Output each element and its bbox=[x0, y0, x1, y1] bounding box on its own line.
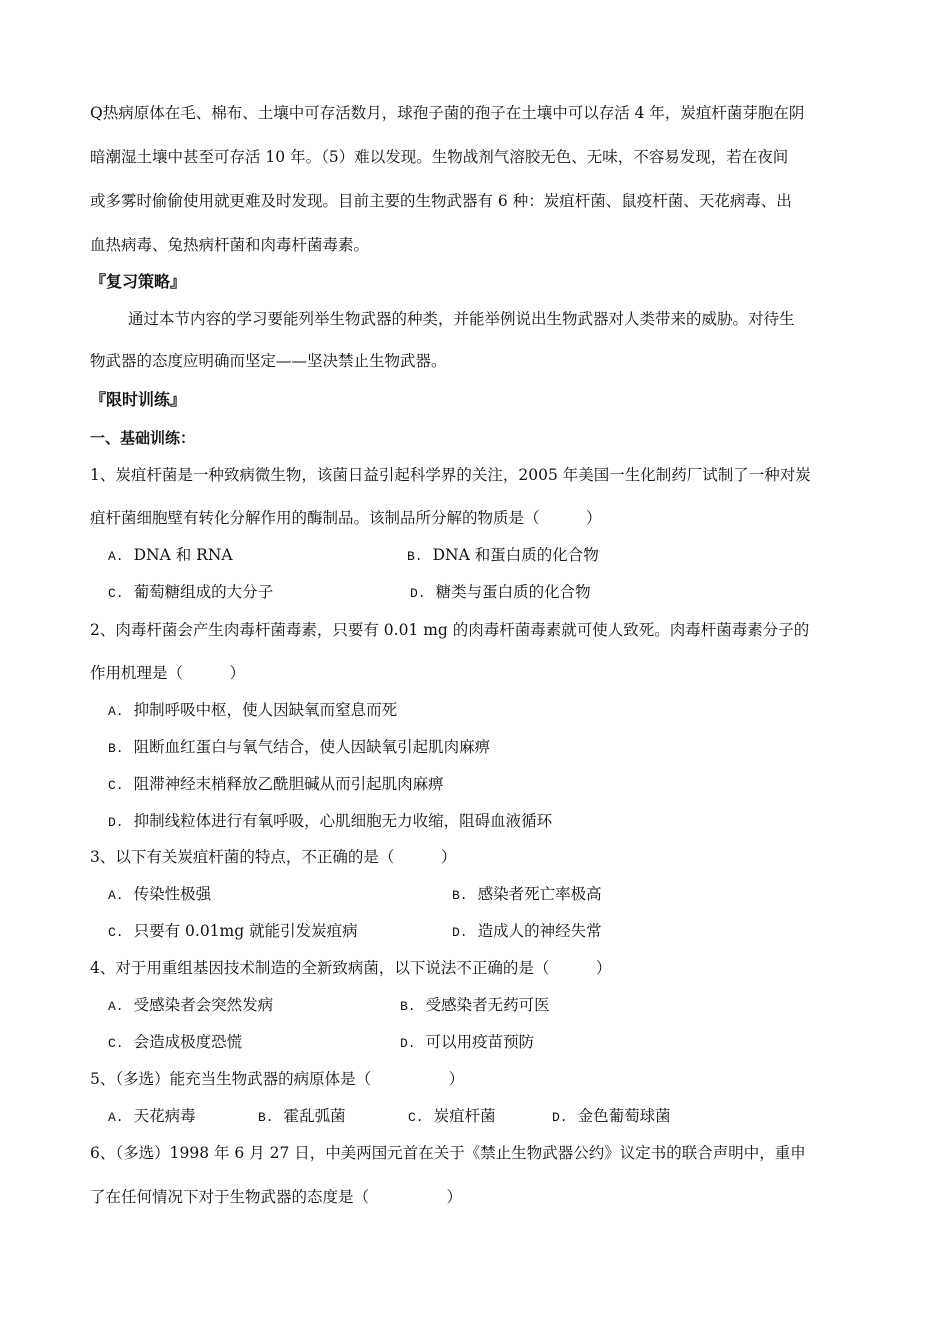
q1-option-a: A. DNA 和 RNA bbox=[108, 546, 233, 564]
q1-option-d: D. 糖类与蛋白质的化合物 bbox=[410, 583, 591, 601]
question-2-stem: 作用机理是（ ） bbox=[90, 664, 246, 682]
question-6-stem: 6、（多选）1998 年 6 月 27 日，中美两国元首在关于《禁止生物武器公约》议定书的联合声明中，重申 bbox=[90, 1144, 806, 1162]
review-line: 物武器的态度应明确而坚定——坚决禁止生物武器。 bbox=[90, 352, 447, 370]
question-6-stem: 了在任何情况下对于生物武器的态度是（ ） bbox=[90, 1188, 463, 1206]
q1-option-b: B. DNA 和蛋白质的化合物 bbox=[407, 546, 599, 564]
q5-option-a: A. 天花病毒 bbox=[108, 1107, 196, 1125]
section-heading: 一、基础训练： bbox=[90, 429, 196, 447]
q3-option-a: A. 传染性极强 bbox=[108, 885, 212, 903]
q2-option-c: C. 阻滞神经末梢释放乙酰胆碱从而引起肌肉麻痹 bbox=[108, 775, 444, 793]
intro-line: Q热病原体在毛、棉布、土壤中可存活数月，球孢子菌的孢子在土壤中可以存活 4 年，炭疽杆菌芽胞在阴 bbox=[90, 104, 805, 122]
q1-option-c: C. 葡萄糖组成的大分子 bbox=[108, 583, 274, 601]
question-1-stem: 疽杆菌细胞壁有转化分解作用的酶制品。该制品所分解的物质是（ ） bbox=[90, 509, 602, 527]
question-3-stem: 3、以下有关炭疽杆菌的特点，不正确的是（ ） bbox=[90, 848, 457, 866]
question-1-stem: 1、炭疽杆菌是一种致病微生物，该菌日益引起科学界的关注，2005 年美国一生化制药厂试制了一种对炭 bbox=[90, 466, 811, 484]
question-2-stem: 2、肉毒杆菌会产生肉毒杆菌毒素，只要有 0.01 mg 的肉毒杆菌毒素就可使人致死。肉毒杆菌毒素分子的 bbox=[90, 621, 810, 639]
question-5-stem: 5、（多选）能充当生物武器的病原体是（ ） bbox=[90, 1070, 465, 1088]
review-heading: 『复习策略』 bbox=[90, 272, 187, 291]
q4-option-b: B. 受感染者无药可医 bbox=[400, 996, 550, 1014]
intro-line: 或多雾时偷偷使用就更难及时发现。目前主要的生物武器有 6 种：炭疽杆菌、鼠疫杆菌、天花病毒、出 bbox=[90, 192, 792, 210]
q5-option-c: C. 炭疽杆菌 bbox=[408, 1107, 496, 1125]
q2-option-d: D. 抑制线粒体进行有氧呼吸，心肌细胞无力收缩，阻碍血液循环 bbox=[108, 812, 553, 830]
q3-option-d: D. 造成人的神经失常 bbox=[452, 922, 602, 940]
review-line: 通过本节内容的学习要能列举生物武器的种类，并能举例说出生物武器对人类带来的威胁。对待生 bbox=[128, 310, 795, 328]
q2-option-b: B. 阻断血红蛋白与氧气结合，使人因缺氧引起肌肉麻痹 bbox=[108, 738, 491, 756]
q3-option-c: C. 只要有 0.01mg 就能引发炭疽病 bbox=[108, 922, 358, 940]
q4-option-d: D. 可以用疫苗预防 bbox=[400, 1033, 535, 1051]
q5-option-d: D. 金色葡萄球菌 bbox=[552, 1107, 671, 1125]
q4-option-c: C. 会造成极度恐慌 bbox=[108, 1033, 243, 1051]
question-4-stem: 4、对于用重组基因技术制造的全新致病菌，以下说法不正确的是（ ） bbox=[90, 959, 612, 977]
intro-line: 暗潮湿土壤中甚至可存活 10 年。（5）难以发现。生物战剂气溶胶无色、无味，不容易发现，若在夜间 bbox=[90, 148, 789, 166]
q5-option-b: B. 霍乱弧菌 bbox=[258, 1107, 346, 1125]
training-heading: 『限时训练』 bbox=[90, 390, 187, 409]
intro-line: 血热病毒、兔热病杆菌和肉毒杆菌毒素。 bbox=[90, 236, 370, 254]
q2-option-a: A. 抑制呼吸中枢，使人因缺氧而窒息而死 bbox=[108, 701, 398, 719]
q3-option-b: B. 感染者死亡率极高 bbox=[452, 885, 602, 903]
q4-option-a: A. 受感染者会突然发病 bbox=[108, 996, 274, 1014]
